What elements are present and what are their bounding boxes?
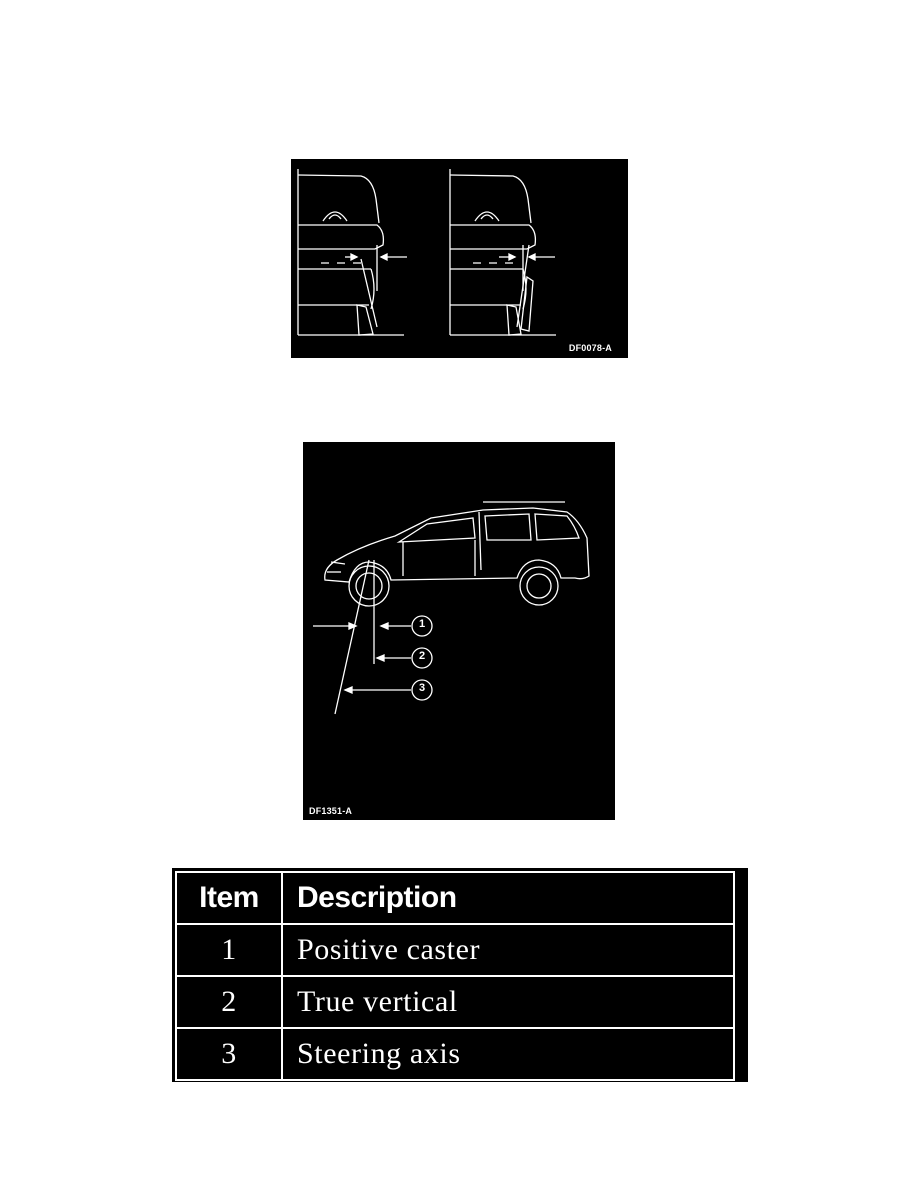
item-description: Positive caster bbox=[282, 924, 734, 976]
legend-table bbox=[175, 871, 735, 1081]
caster-rear-view-illustration bbox=[291, 159, 628, 358]
item-description: Steering axis bbox=[282, 1028, 734, 1080]
callout-number-1: 1 bbox=[418, 618, 426, 630]
caster-diagram-rear-view bbox=[291, 159, 628, 358]
table-row bbox=[176, 976, 734, 1028]
item-description: True vertical bbox=[282, 976, 734, 1028]
item-number: 2 bbox=[176, 976, 282, 1028]
legend-header-row bbox=[176, 872, 734, 924]
minivan-side-view-illustration bbox=[303, 442, 615, 820]
legend-table-container bbox=[172, 868, 748, 1082]
table-row bbox=[176, 1028, 734, 1080]
item-number: 3 bbox=[176, 1028, 282, 1080]
minivan-body bbox=[325, 508, 589, 582]
figure-code: DF0078-A bbox=[568, 343, 612, 353]
table-row bbox=[176, 924, 734, 976]
column-header-description: Description bbox=[282, 872, 734, 924]
column-header-item: Item bbox=[176, 872, 282, 924]
caster-diagram-side-view bbox=[303, 442, 615, 820]
left-panel-drawing bbox=[298, 169, 407, 335]
callout-number-2: 2 bbox=[418, 650, 426, 662]
item-number: 1 bbox=[176, 924, 282, 976]
right-panel-drawing bbox=[450, 169, 556, 335]
figure-code: DF1351-A bbox=[309, 806, 353, 816]
callout-number-3: 3 bbox=[418, 682, 426, 694]
